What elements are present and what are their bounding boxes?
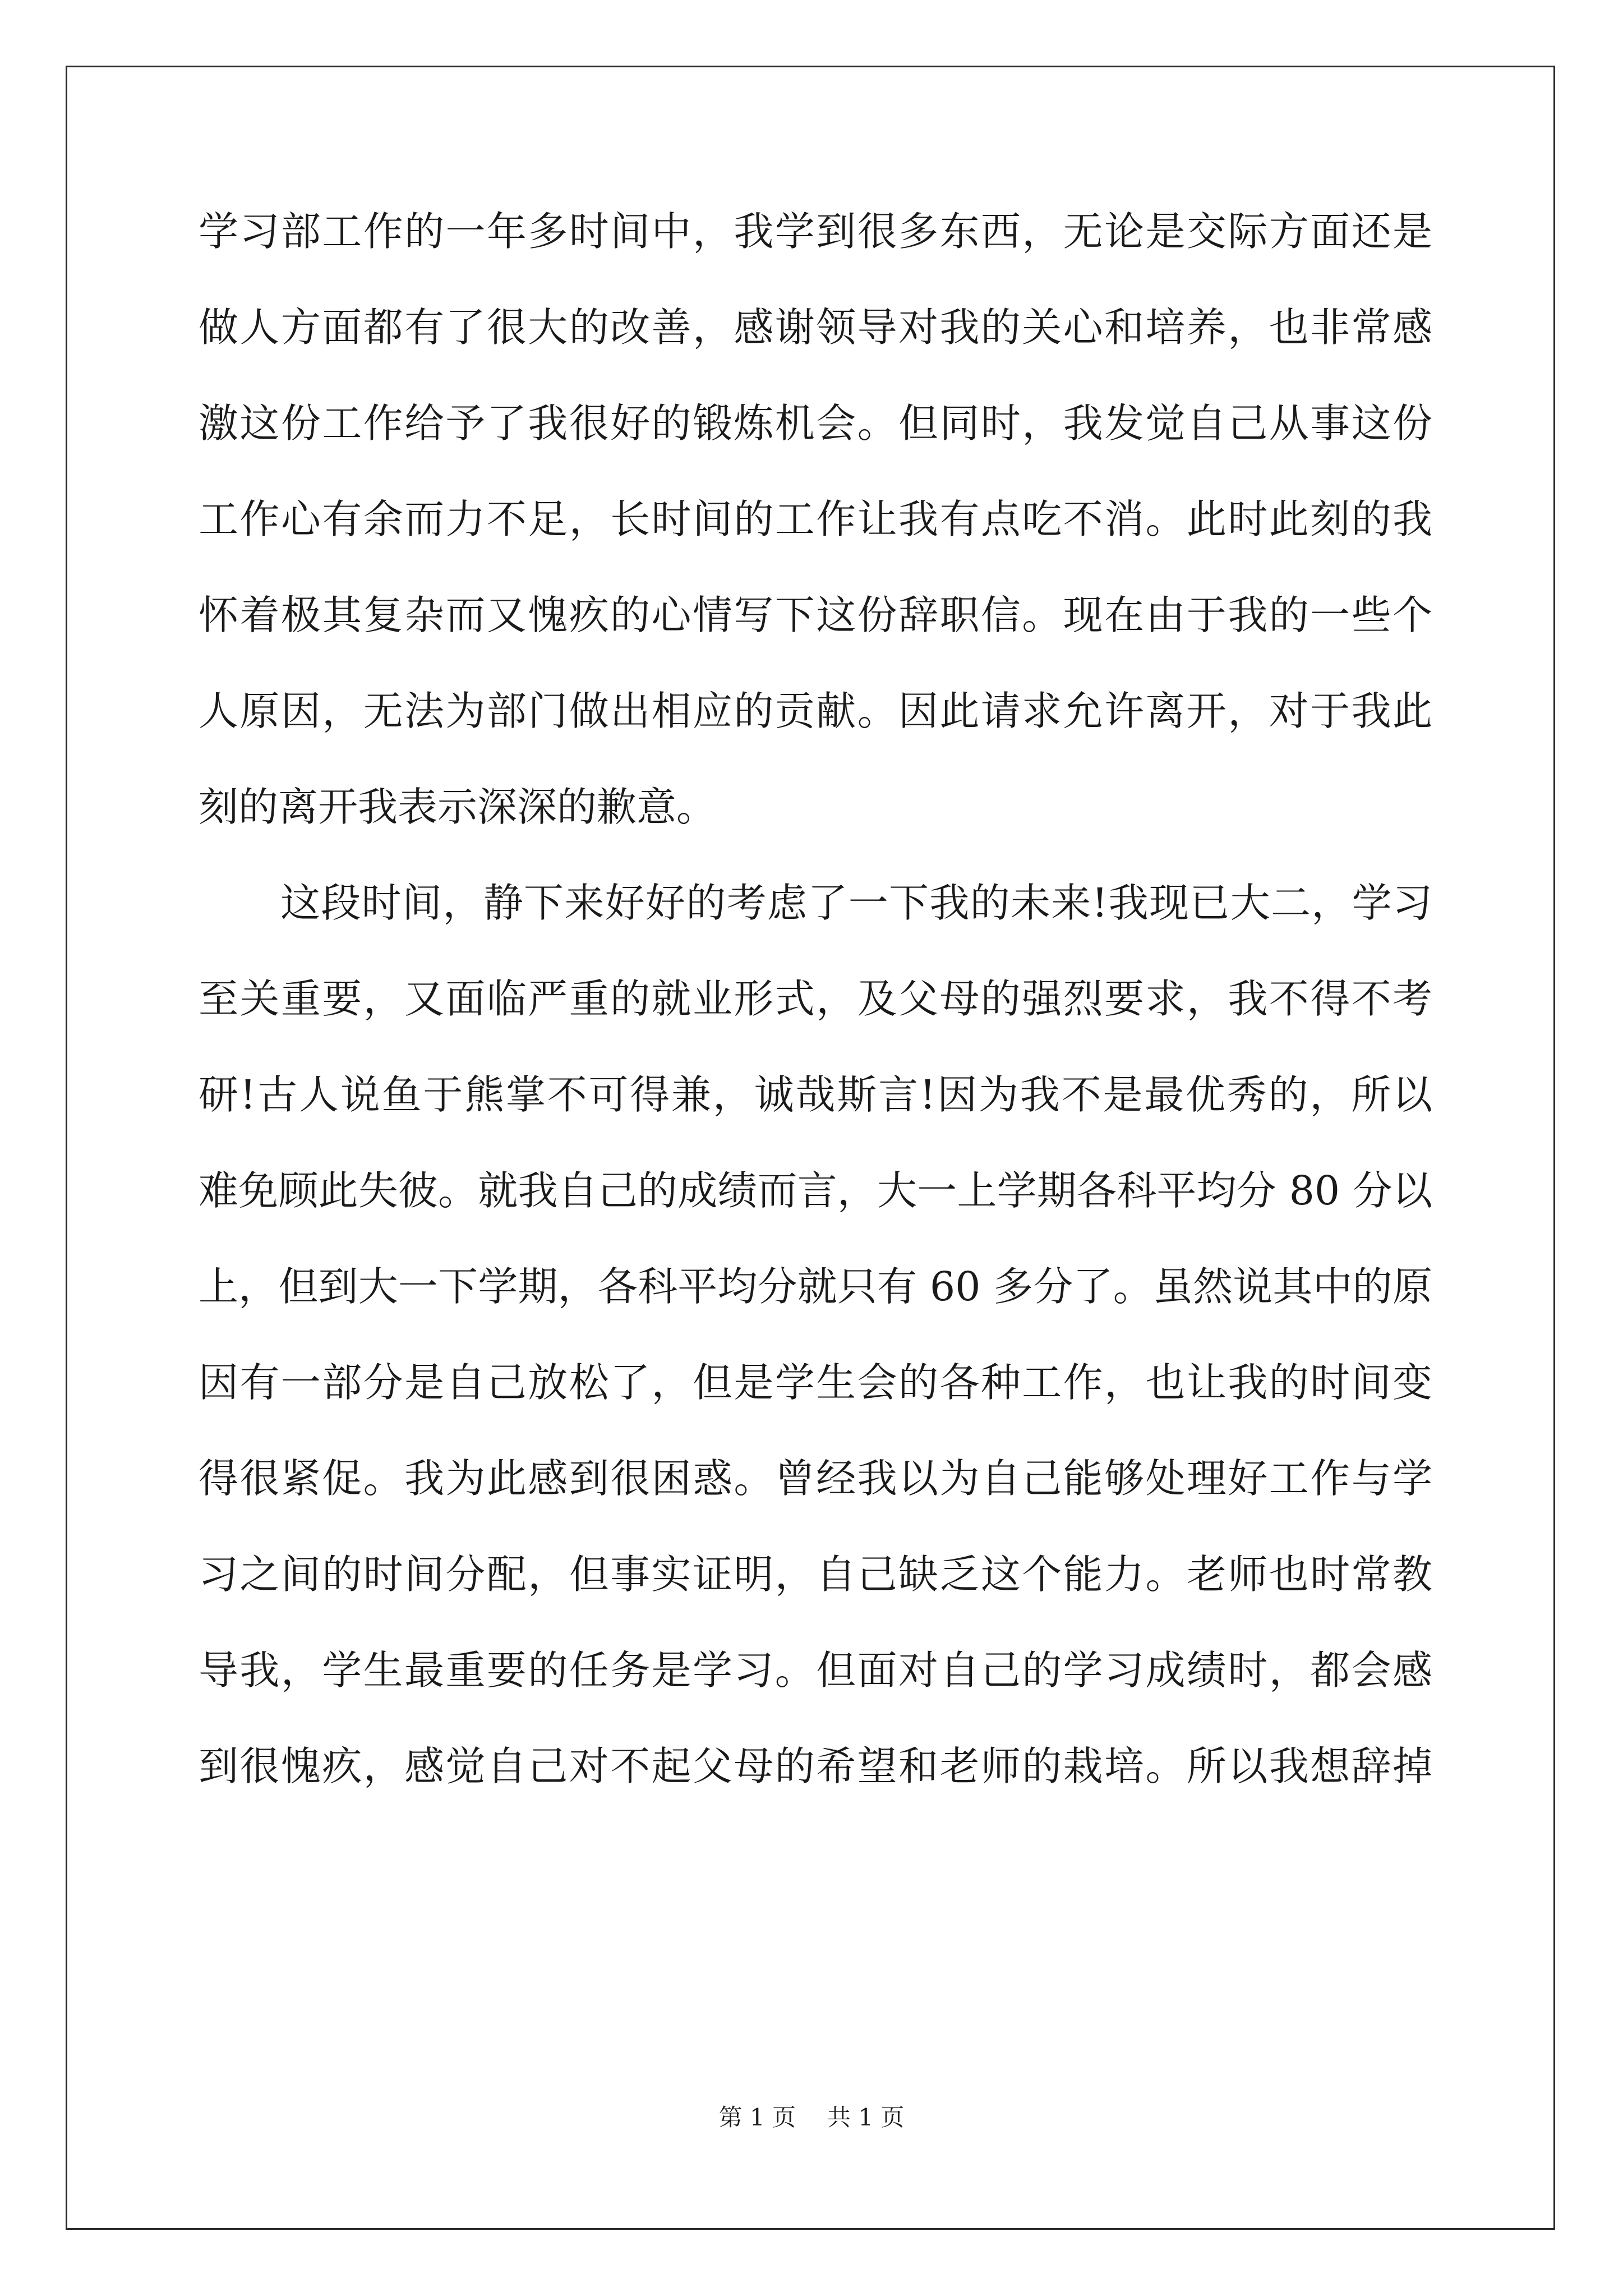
text-line: 到很愧疚，感觉自己对不起父母的希望和老师的栽培。所以我想辞掉 — [199, 1743, 1432, 1789]
page-count: 共 1 页 — [827, 2104, 905, 2131]
text-line: 难免顾此失彼。就我自己的成绩而言，大一上学期各科平均分 80 分以 — [199, 1167, 1432, 1214]
page-number: 第 1 页 — [718, 2104, 796, 2131]
text-line: 导我，学生最重要的任务是学习。但面对自己的学习成绩时，都会感 — [199, 1647, 1432, 1694]
text-line: 做人方面都有了很大的改善，感谢领导对我的关心和培养，也非常感 — [199, 304, 1432, 351]
text-line: 人原因，无法为部门做出相应的贡献。因此请求允许离开，对于我此 — [199, 688, 1432, 734]
text-line: 怀着极其复杂而又愧疚的心情写下这份辞职信。现在由于我的一些个 — [199, 592, 1432, 638]
text-line: 习之间的时间分配，但事实证明，自己缺乏这个能力。老师也时常教 — [199, 1551, 1432, 1598]
text-line: 上，但到大一下学期，各科平均分就只有 60 多分了。虽然说其中的原 — [199, 1263, 1432, 1310]
text-line: 工作心有余而力不足，长时间的工作让我有点吃不消。此时此刻的我 — [199, 496, 1432, 542]
text-line: 学习部工作的一年多时间中，我学到很多东西，无论是交际方面还是 — [199, 208, 1432, 255]
text-line: 研!古人说鱼于熊掌不可得兼，诚哉斯言!因为我不是最优秀的，所以 — [199, 1071, 1432, 1118]
page-border — [66, 66, 1555, 2230]
page-footer — [0, 2101, 1623, 2134]
text-line: 得很紧促。我为此感到很困惑。曾经我以为自己能够处理好工作与学 — [199, 1455, 1432, 1502]
text-line: 至关重要，又面临严重的就业形式，及父母的强烈要求，我不得不考 — [199, 976, 1432, 1022]
text-line: 这段时间，静下来好好的考虑了一下我的未来!我现已大二，学习 — [280, 880, 1432, 926]
text-line: 因有一部分是自己放松了，但是学生会的各种工作，也让我的时间变 — [199, 1359, 1432, 1406]
text-line: 刻的离开我表示深深的歉意。 — [199, 784, 717, 830]
text-line: 激这份工作给予了我很好的锻炼机会。但同时，我发觉自己从事这份 — [199, 400, 1432, 447]
